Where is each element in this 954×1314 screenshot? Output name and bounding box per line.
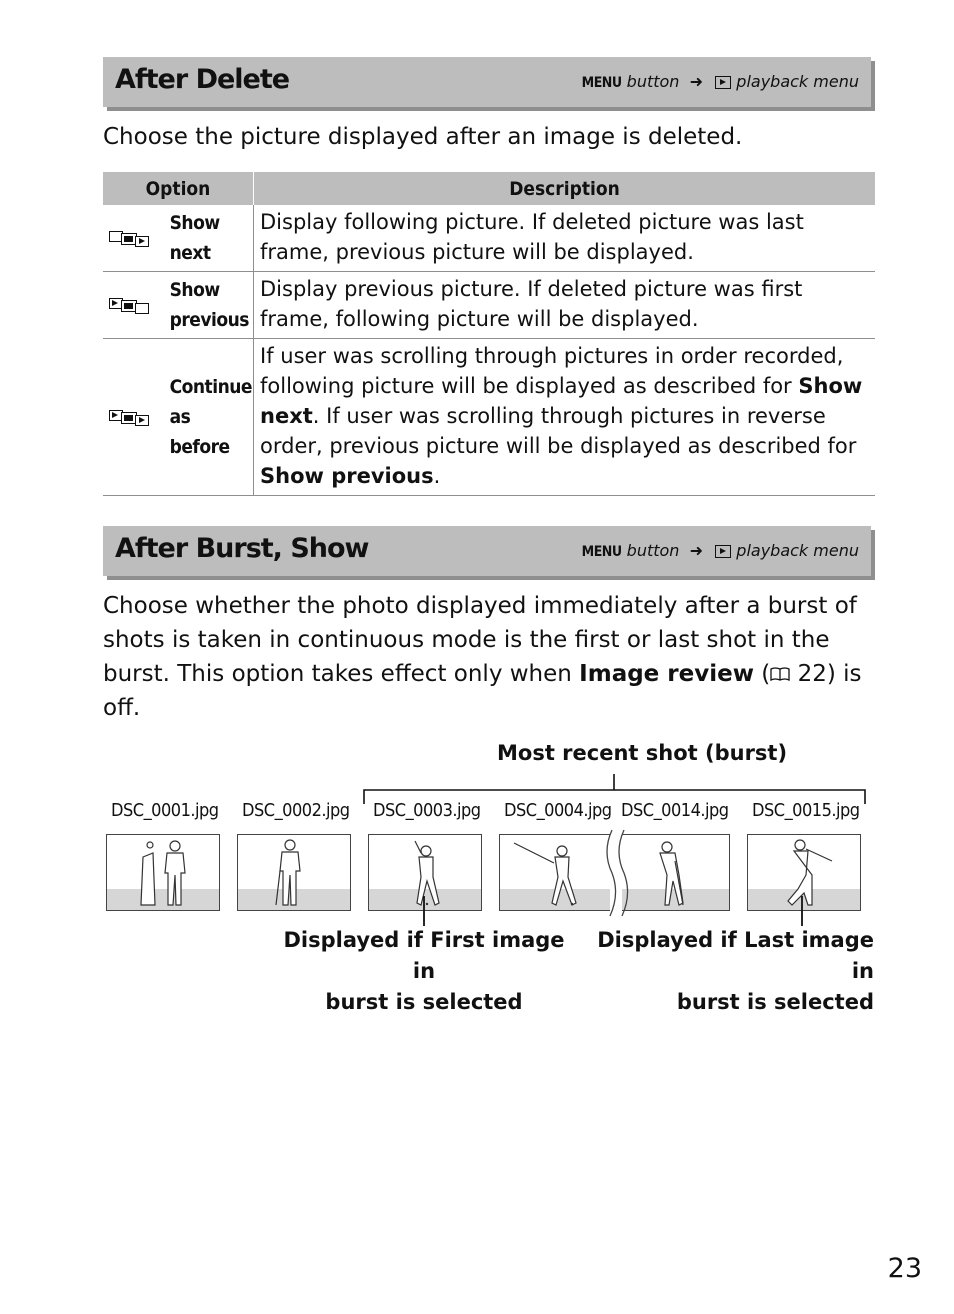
option-name-line2: previous: [169, 309, 249, 331]
arrow-icon: ➜: [689, 541, 704, 560]
breadcrumb: [582, 541, 859, 560]
file-name: DSC_0015.jpg: [752, 800, 860, 821]
option-name-line2: next: [169, 242, 211, 264]
file-name: DSC_0014.jpg: [621, 800, 729, 821]
show-previous-ref: Show previous: [260, 464, 434, 488]
book-icon: [770, 667, 790, 681]
file-name: DSC_0001.jpg: [111, 800, 219, 821]
show-next-ref: Show next: [260, 374, 863, 428]
button-text: button: [626, 72, 680, 91]
page-ref: 22: [797, 661, 827, 687]
options-table: [103, 172, 875, 496]
column-header-option: Option: [103, 172, 254, 205]
show-previous-icon: [109, 294, 153, 316]
callout-first-image: Displayed if First image in burst is selected: [283, 928, 565, 1014]
section-header-after-burst: [103, 526, 871, 576]
show-next-icon: [109, 227, 153, 249]
section-header-after-delete: [103, 57, 871, 107]
image-review-ref: Image review: [579, 661, 754, 687]
menu-name: playback menu: [736, 72, 859, 91]
option-name-line1: Continue: [169, 376, 253, 398]
burst-label: Most recent shot (burst): [497, 741, 788, 765]
option-description: If user was scrolling through pictures in order recorded, following picture will be displayed as described for Show next. If user was scrolling through pictures in reverse order, previous picture will be displayed as described for Show previous.: [254, 339, 876, 496]
playback-icon: [715, 545, 731, 558]
menu-button-label: MENU: [581, 75, 622, 91]
section-title: After Delete: [115, 64, 290, 95]
column-header-description: Description: [254, 172, 876, 205]
menu-button-label: MENU: [581, 544, 622, 560]
arrow-icon: ➜: [689, 72, 704, 91]
intro-text: Choose the picture displayed after an image is deleted.: [103, 124, 743, 150]
table-row: [103, 272, 875, 339]
table-row: [103, 339, 875, 496]
option-description: Display previous picture. If deleted picture was first frame, following picture will be displayed.: [254, 272, 876, 339]
burst-intro-text: Choose whether the photo displayed immediately after a burst of shots is taken in continuous mode is the first or last shot in the burst. This option takes effect only when Image review ( 22) is off.: [103, 593, 862, 721]
file-name: DSC_0003.jpg: [373, 800, 481, 821]
option-description: Display following picture. If deleted picture was last frame, previous picture will be displayed.: [254, 205, 876, 272]
option-name-line1: Show: [169, 212, 220, 234]
menu-name: playback menu: [736, 541, 859, 560]
file-name: DSC_0004.jpg: [504, 800, 612, 821]
option-name-line1: Show: [169, 279, 220, 301]
file-name: DSC_0002.jpg: [242, 800, 350, 821]
option-name-line2: as before: [169, 406, 230, 458]
playback-icon: [715, 76, 731, 89]
continue-as-before-icon: [109, 406, 153, 428]
callout-last-image: Displayed if Last image in burst is selected: [597, 928, 874, 1014]
button-text: button: [626, 541, 680, 560]
page-number: 23: [887, 1253, 922, 1284]
breadcrumb: [582, 72, 859, 91]
section-title: After Burst, Show: [115, 533, 369, 564]
table-row: [103, 205, 875, 272]
